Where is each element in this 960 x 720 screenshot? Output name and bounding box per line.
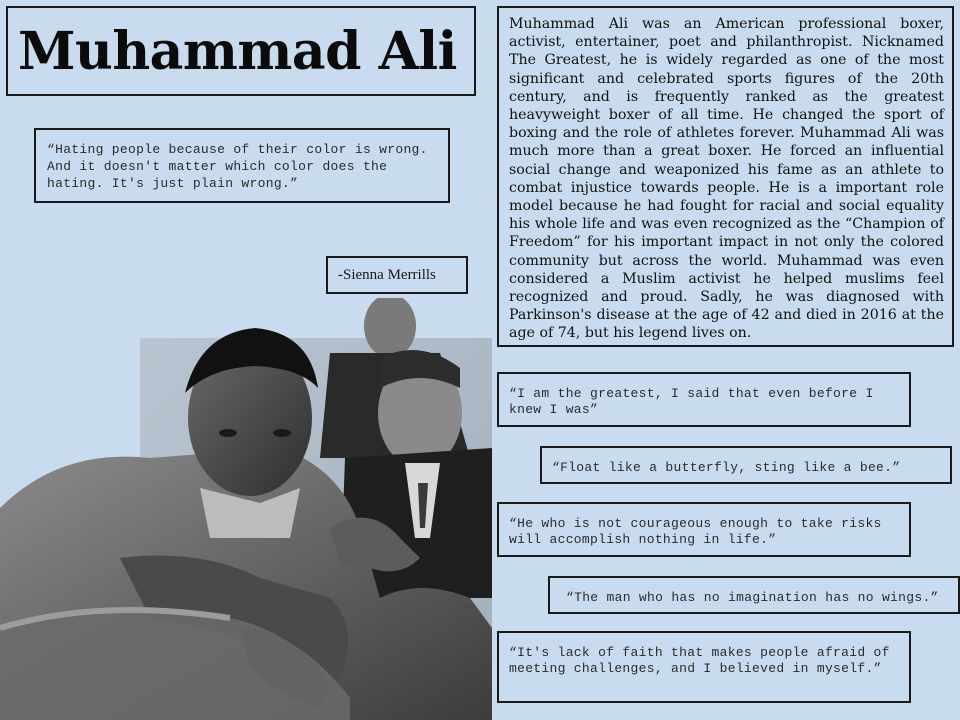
quote-box-imagination: “The man who has no imagination has no wings.” <box>548 576 960 614</box>
ali-photograph <box>0 298 492 720</box>
quote-box-faith: “It's lack of faith that makes people afraid of meeting challenges, and I believed in myself.” <box>497 631 911 703</box>
quote-box-courage: “He who is not courageous enough to take risks will accomplish nothing in life.” <box>497 502 911 557</box>
quote-box-greatest: “I am the greatest, I said that even before I knew I was” <box>497 372 911 427</box>
ali-photo-illustration <box>0 298 492 720</box>
title-box <box>6 6 476 96</box>
biography-text: Muhammad Ali was an American professional boxer, activist, entertainer, poet and philanthropist. Nicknamed The Greatest, he is widely regarded as one of the most significant and celebrated sports figures of the 20th century, and is frequently ranked as the greatest heavyweight boxer of all time. He changed the sport of boxing and the role of athletes forever. Muhammad Ali was much more than a great boxer. He forced an influential social change and weaponized his fame as an athlete to combat injustice towards people. He is a important role model because he had fought for racial and social equality his whole life and was even recognized as the “Champion of Freedom” for his important impact in not only the colored community but across the world. Muhammad was even considered a Muslim activist he helped muslims feel recognized and proud. Sadly, he was diagnosed with Parkinson's disease at the age of 42 and died in 2016 at the age of 74, but his legend lives on. <box>497 6 954 347</box>
quote-box-color: “Hating people because of their color is wrong. And it doesn't matter which color does the hating. It's just plain wrong.” <box>34 128 450 203</box>
author-attribution: -Sienna Merrills <box>326 256 468 294</box>
page-title: Muhammad Ali <box>18 21 457 82</box>
quote-box-butterfly: “Float like a butterfly, sting like a bee.” <box>540 446 952 484</box>
